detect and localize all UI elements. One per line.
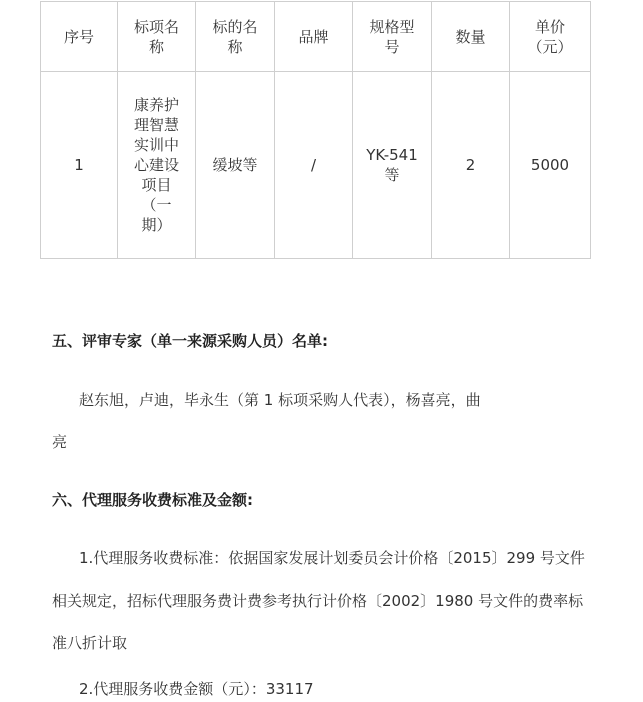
section6-item1-line3: 准八折计取 <box>52 634 128 652</box>
header-seq: 序号 <box>41 2 118 72</box>
cell-seq: 1 <box>41 72 118 259</box>
cell-brand: / <box>275 72 353 259</box>
header-unit-price: 单价 （元） <box>510 2 591 72</box>
section6-item2: 2.代理服务收费金额（元）：33117 <box>79 680 314 698</box>
section6-item1-line1: 1.代理服务收费标准：依据国家发展计划委员会计价格〔2015〕299 号文件 <box>79 549 585 567</box>
cell-item-name: 康养护 理智慧 实训中 心建设 项目（一 期） <box>118 72 196 259</box>
cell-unit-price: 5000 <box>510 72 591 259</box>
section5-title: 五、评审专家（单一来源采购人员）名单: <box>52 332 329 350</box>
header-item-name: 标项名 称 <box>118 2 196 72</box>
header-quantity: 数量 <box>432 2 510 72</box>
header-brand: 品牌 <box>275 2 353 72</box>
section5-line2: 亮 <box>52 433 68 451</box>
table-row <box>41 72 591 259</box>
cell-subject: 缓坡等 <box>196 72 275 259</box>
header-spec: 规格型 号 <box>353 2 432 72</box>
section5-line1: 赵东旭，卢迪，毕永生（第 1 标项采购人代表），杨喜亮，曲 <box>79 391 481 409</box>
header-subject: 标的名 称 <box>196 2 275 72</box>
cell-spec: YK-541 等 <box>353 72 432 259</box>
table-header-row <box>41 2 591 72</box>
cell-quantity: 2 <box>432 72 510 259</box>
award-table <box>40 1 591 259</box>
section6-title: 六、代理服务收费标准及金额: <box>52 491 253 509</box>
section6-item1-line2: 相关规定，招标代理服务费计费参考执行计价格〔2002〕1980 号文件的费率标 <box>52 592 584 610</box>
